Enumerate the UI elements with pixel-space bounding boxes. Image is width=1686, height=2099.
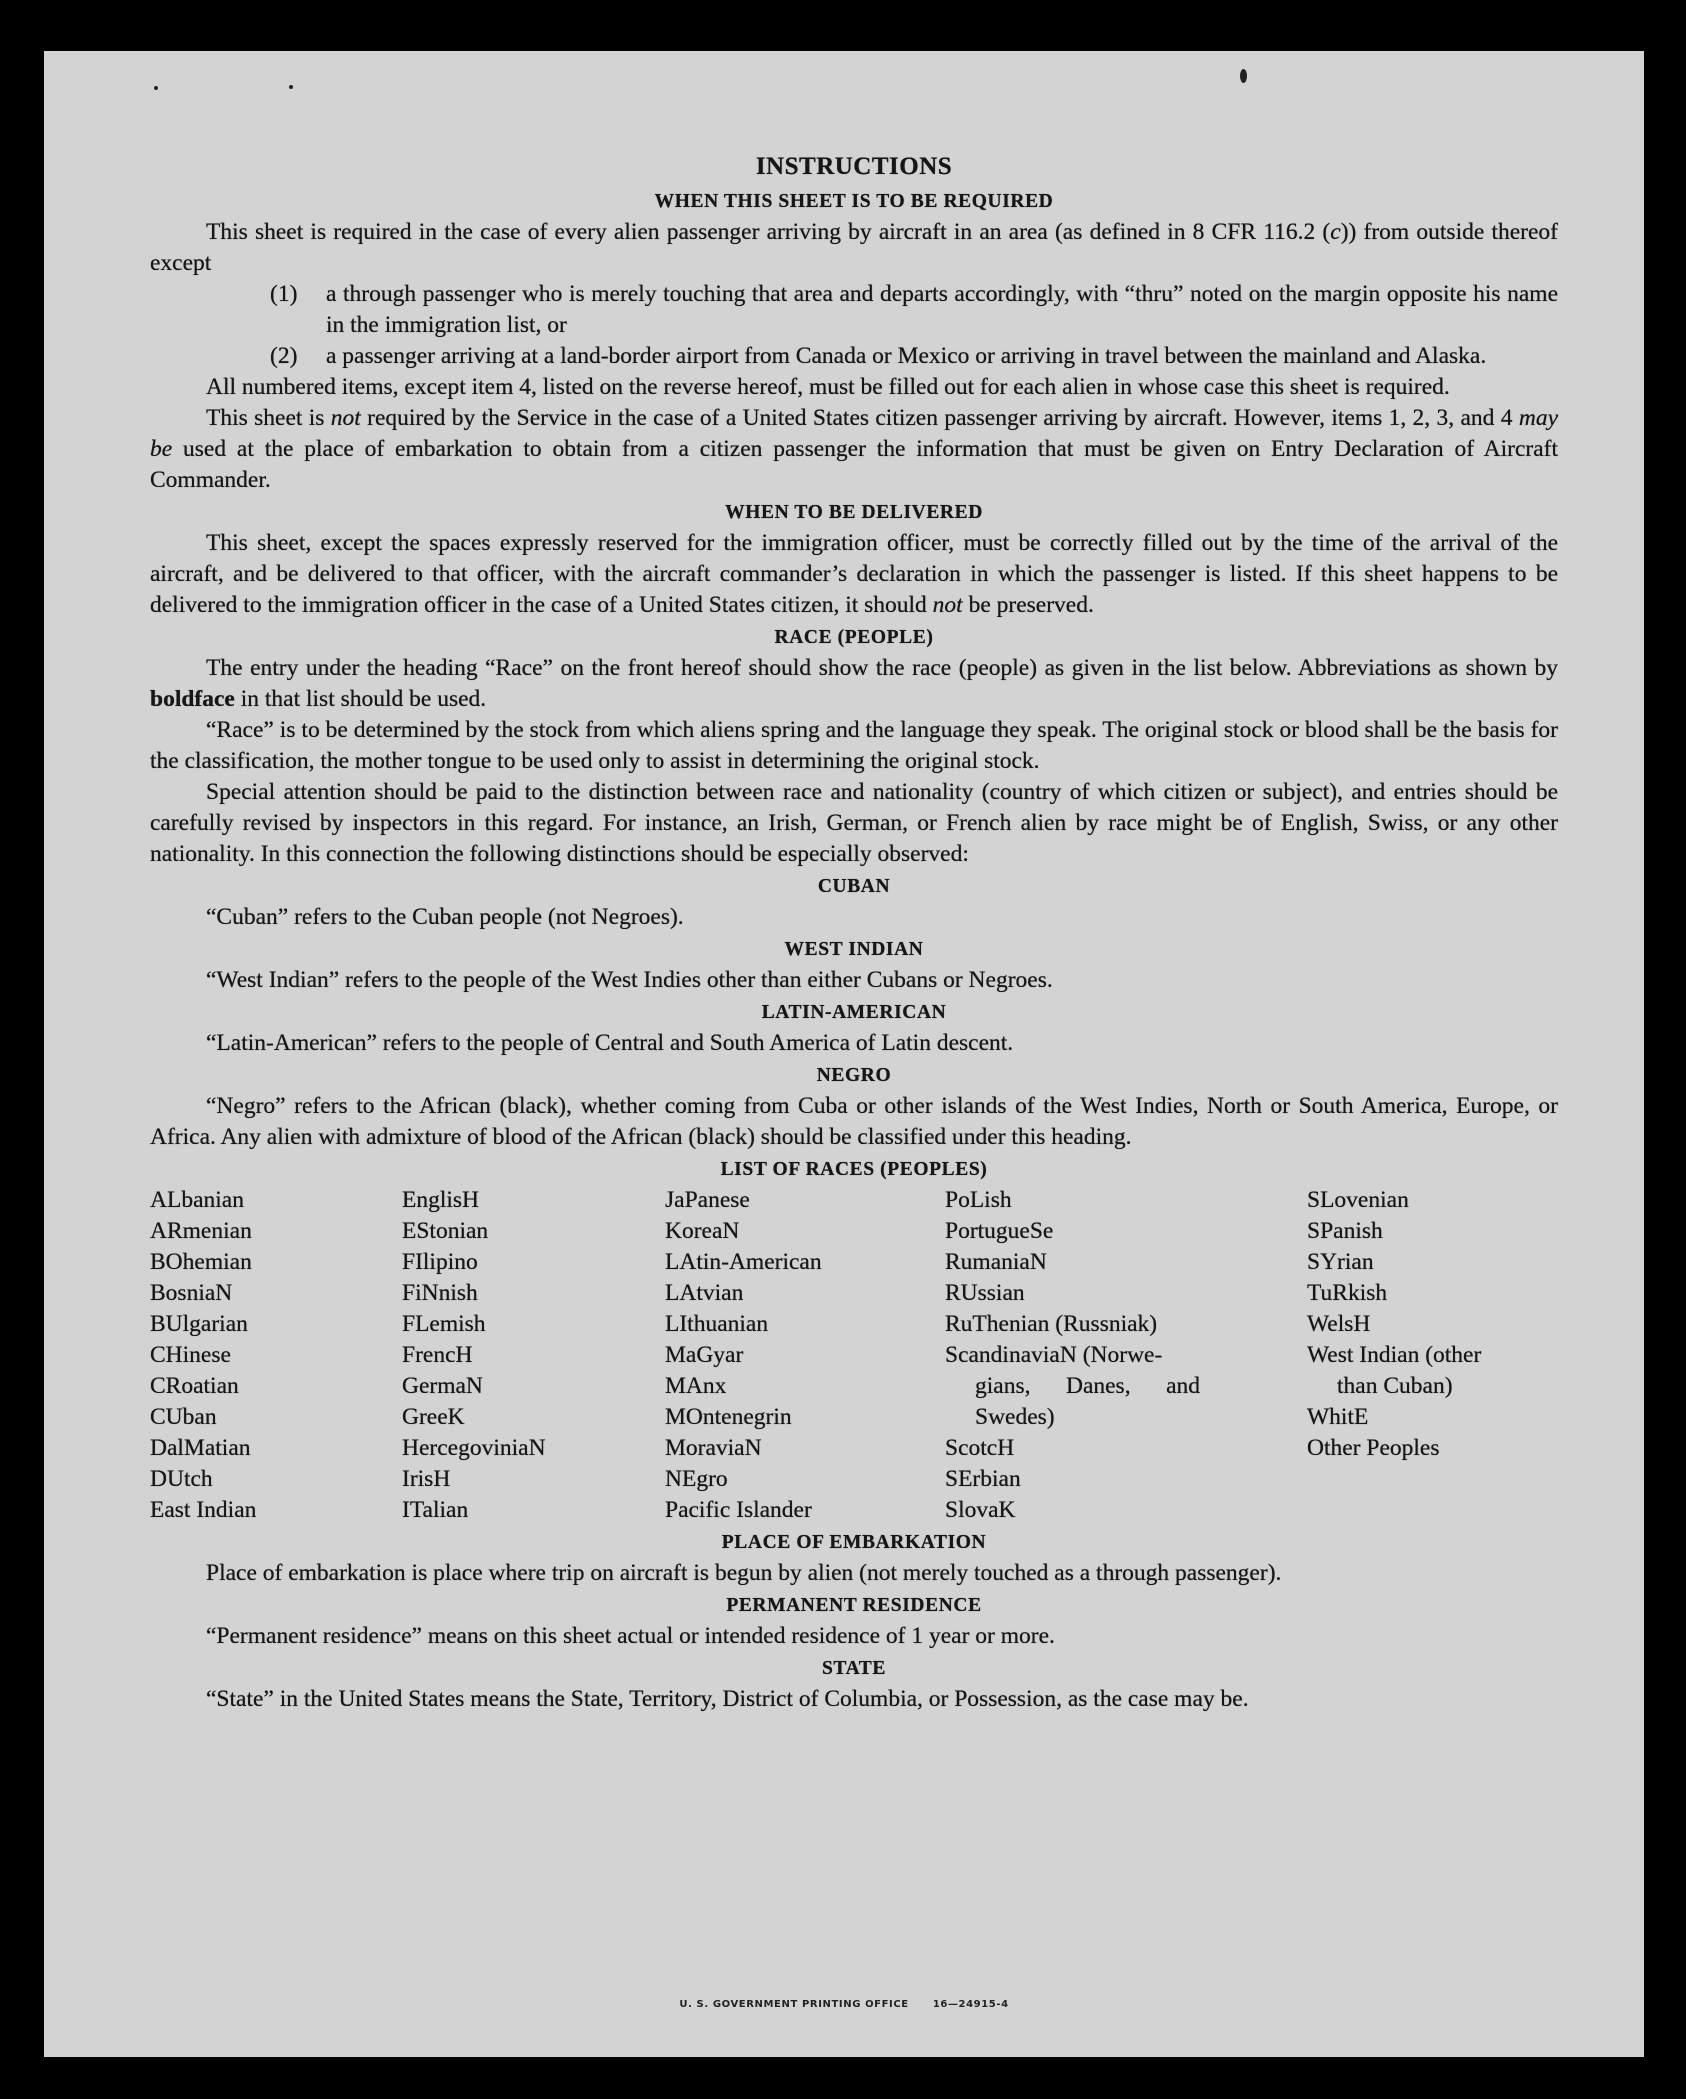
text-segment: “West Indian” refers to the people of the West Indies other than either Cubans or Negroes. — [206, 967, 1053, 993]
race-entry: SlovaK — [945, 1497, 1016, 1523]
text-segment: c — [1330, 219, 1341, 245]
race-entry: GermaN — [402, 1373, 483, 1399]
race-entry: RumaniaN — [945, 1249, 1047, 1275]
race-entry: EnglisH — [402, 1187, 480, 1213]
race-entry: TuRkish — [1307, 1280, 1388, 1306]
race-entry: SLovenian — [1307, 1187, 1409, 1213]
paragraph — [150, 902, 1558, 933]
race-entry: ARmenian — [150, 1218, 252, 1244]
text-segment: may be — [150, 405, 1558, 462]
race-entry: than Cuban) — [1337, 1373, 1453, 1399]
race-column — [945, 1185, 1307, 1526]
item-text: a through passenger who is merely touching that area and departs accordingly, with “thru” noted on the margin opposite his name in the immigration list, or — [326, 281, 1558, 338]
text-segment: “Permanent residence” means on this sheet actual or intended residence of 1 year or more. — [206, 1623, 1055, 1649]
section-heading: PLACE OF EMBARKATION — [721, 1532, 987, 1553]
item-text: a passenger arriving at a land-border airport from Canada or Mexico or arriving in travel between the mainland and Alaska. — [326, 343, 1487, 369]
text-segment: “Latin-American” refers to the people of Central and South America of Latin descent. — [206, 1030, 1014, 1056]
race-entry: Swedes) — [975, 1404, 1055, 1430]
race-entry: FLemish — [402, 1311, 486, 1337]
item-number: (1) — [270, 281, 298, 307]
race-entry: WelsH — [1307, 1311, 1371, 1337]
race-entry: WhitE — [1307, 1404, 1369, 1430]
section-heading: PERMANENT RESIDENCE — [726, 1595, 982, 1616]
race-entry: PoLish — [945, 1187, 1012, 1213]
text-segment: in that list should be used. — [234, 686, 487, 712]
race-entry: CRoatian — [150, 1373, 239, 1399]
race-entry: ITalian — [402, 1497, 469, 1523]
item-number: (2) — [270, 343, 298, 369]
paragraph — [150, 715, 1558, 777]
race-entry: SYrian — [1307, 1249, 1374, 1275]
race-entry: RuThenian (Russniak) — [945, 1311, 1158, 1337]
race-entry: MOntenegrin — [665, 1404, 792, 1430]
race-entry: West Indian (other — [1307, 1342, 1482, 1368]
race-entry: SErbian — [945, 1466, 1021, 1492]
text-segment: Special attention should be paid to the distinction between race and nationality (country of which citizen or subject), and entries should be carefully revised by inspectors in this regard. For instance, an Irish, German, or French alien by race might be of English, Swiss, or any other nationality. In this connection the following distinctions should be especially observed: — [150, 779, 1558, 867]
race-entry: DUtch — [150, 1466, 213, 1492]
text-segment: “Negro” refers to the African (black), whether coming from Cuba or other islands of the West Indies, North or South America, Europe, or Africa. Any alien with admixture of blood of the African (black) should be classified under this heading. — [150, 1093, 1558, 1150]
race-entry: MAnx — [665, 1373, 727, 1399]
text-segment: used at the place of embarkation to obtain from a citizen passenger the information that must be given on Entry Declaration of Aircraft Commander. — [150, 436, 1558, 493]
race-entry: CHinese — [150, 1342, 231, 1368]
text-segment: )) from outside thereof except — [150, 219, 1558, 276]
section-heading: WHEN TO BE DELIVERED — [725, 502, 983, 523]
printer-imprint — [44, 1999, 1644, 2010]
section-heading: LIST OF RACES (PEOPLES) — [720, 1159, 988, 1180]
numbered-item — [150, 279, 1558, 341]
race-entry: MaGyar — [665, 1342, 744, 1368]
race-entry: JaPanese — [665, 1187, 750, 1213]
race-entry: FiNnish — [402, 1280, 478, 1306]
race-entry: PortugueSe — [945, 1218, 1054, 1244]
speck — [289, 85, 293, 89]
paragraph — [150, 1091, 1558, 1153]
section-heading: LATIN-AMERICAN — [761, 1002, 947, 1023]
race-entry: FIlipino — [402, 1249, 478, 1275]
section-heading: WEST INDIAN — [784, 939, 924, 960]
race-entry: DalMatian — [150, 1435, 251, 1461]
text-segment: This sheet is — [206, 405, 331, 431]
text-segment: boldface — [150, 686, 235, 712]
race-entry: gians, Danes, and — [975, 1373, 1200, 1399]
text-segment: This sheet, except the spaces expressly reserved for the immigration officer, must be correctly filled out by the time of the arrival of the aircraft, and be delivered to that officer, with the aircraft commander’s declaration in which the passenger is listed. If this sheet happens to be delivered to the immigration officer in the case of a United States citizen, it should — [150, 530, 1558, 618]
race-column — [402, 1185, 665, 1526]
race-entry: ALbanian — [150, 1187, 244, 1213]
document-page — [44, 51, 1644, 2057]
paragraph — [150, 403, 1558, 496]
printer-name: U. S. GOVERNMENT PRINTING OFFICE — [679, 1999, 909, 2010]
text-segment: This sheet is required in the case of every alien passenger arriving by aircraft in an area (as defined in 8 CFR 116.2 ( — [206, 219, 1331, 245]
section-heading: NEGRO — [816, 1065, 892, 1086]
section-heading: RACE (PEOPLE) — [774, 627, 934, 648]
section-heading: STATE — [821, 1658, 887, 1679]
section-heading: WHEN THIS SHEET IS TO BE REQUIRED — [654, 191, 1054, 212]
race-entry: EStonian — [402, 1218, 489, 1244]
race-entry: RUssian — [945, 1280, 1025, 1306]
race-entry: ScotcH — [945, 1435, 1015, 1461]
race-entry: SPanish — [1307, 1218, 1383, 1244]
race-entry: BOhemian — [150, 1249, 252, 1275]
race-entry: MoraviaN — [665, 1435, 762, 1461]
paragraph — [150, 217, 1558, 279]
race-entry: GreeK — [402, 1404, 465, 1430]
paragraph — [150, 1684, 1558, 1715]
page-title: INSTRUCTIONS — [755, 153, 953, 180]
speck — [154, 86, 158, 90]
text-segment: not — [330, 405, 361, 431]
paragraph — [150, 1558, 1558, 1589]
instructions-body — [150, 149, 1558, 1715]
race-entry: BosniaN — [150, 1280, 233, 1306]
race-column — [1307, 1185, 1558, 1526]
text-segment: The entry under the heading “Race” on the front hereof should show the race (people) as given in the list below. Abbreviations as shown by — [206, 655, 1558, 681]
paragraph — [150, 965, 1558, 996]
race-entry: ScandinaviaN (Norwe- — [945, 1342, 1163, 1368]
paragraph — [150, 1621, 1558, 1652]
race-entry: IrisH — [402, 1466, 451, 1492]
paragraph — [150, 777, 1558, 870]
text-segment: not — [932, 592, 963, 618]
section-heading: CUBAN — [817, 876, 891, 897]
numbered-item — [150, 341, 1558, 372]
text-segment: “State” in the United States means the State, Territory, District of Columbia, or Possession, as the case may be. — [206, 1686, 1249, 1712]
race-entry: HercegoviniaN — [402, 1435, 546, 1461]
paragraph — [150, 1028, 1558, 1059]
form-code: 16—24915-4 — [932, 1999, 1009, 2010]
text-segment: required by the Service in the case of a United States citizen passenger arriving by aircraft. However, items 1, 2, 3, and 4 — [360, 405, 1519, 431]
race-column — [150, 1185, 402, 1526]
text-segment: “Cuban” refers to the Cuban people (not Negroes). — [206, 904, 684, 930]
race-entry: LIthuanian — [665, 1311, 769, 1337]
race-list — [150, 1185, 1558, 1526]
race-entry: KoreaN — [665, 1218, 740, 1244]
race-entry: East Indian — [150, 1497, 257, 1523]
race-entry: CUban — [150, 1404, 217, 1430]
race-entry: BUlgarian — [150, 1311, 248, 1337]
race-entry: NEgro — [665, 1466, 728, 1492]
race-entry: LAtin-American — [665, 1249, 822, 1275]
race-entry: FrencH — [402, 1342, 473, 1368]
paragraph — [150, 653, 1558, 715]
race-entry: Other Peoples — [1307, 1435, 1440, 1461]
text-segment: “Race” is to be determined by the stock from which aliens spring and the language they speak. The original stock or blood shall be the basis for the classification, the mother tongue to be used only to assist in determining the original stock. — [150, 717, 1558, 774]
paragraph — [150, 372, 1558, 403]
paragraph — [150, 528, 1558, 621]
speck — [1240, 69, 1247, 83]
text-segment: be preserved. — [962, 592, 1094, 618]
race-entry: LAtvian — [665, 1280, 744, 1306]
race-column — [665, 1185, 945, 1526]
text-segment: Place of embarkation is place where trip on aircraft is begun by alien (not merely touched as a through passenger). — [206, 1560, 1282, 1586]
text-segment: All numbered items, except item 4, listed on the reverse hereof, must be filled out for each alien in whose case this sheet is required. — [206, 374, 1450, 400]
race-entry: Pacific Islander — [665, 1497, 812, 1523]
